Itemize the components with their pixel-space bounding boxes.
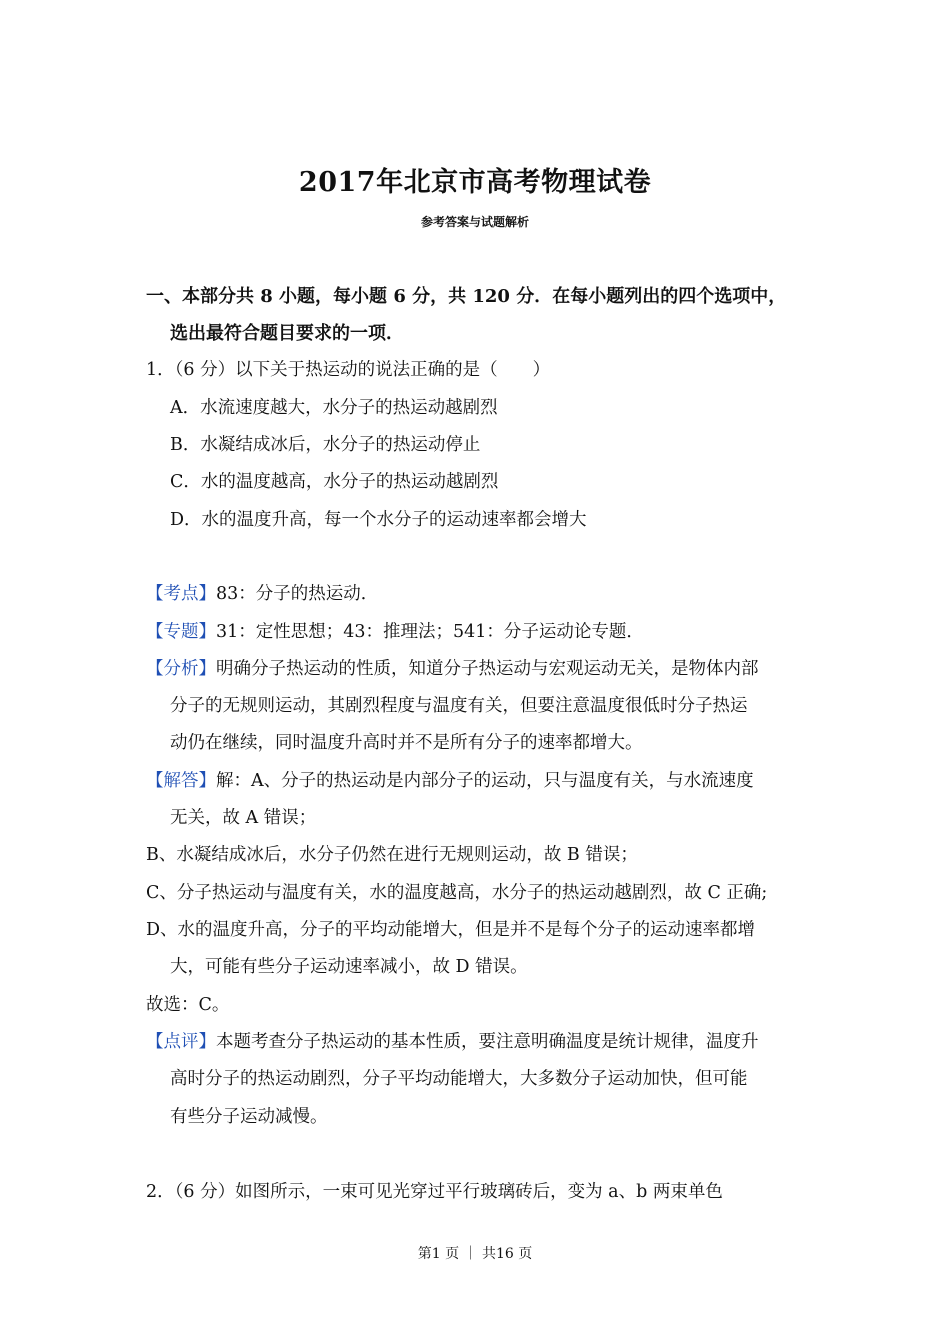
fenxi-text-1: 明确分子热运动的性质，知道分子热运动与宏观运动无关，是物体内部 <box>216 659 759 679</box>
zhuanti-text: 31：定性思想；43：推理法；541：分子运动论专题． <box>216 622 644 642</box>
dianping-line-1 <box>146 1030 759 1054</box>
zhuanti-line <box>146 620 644 644</box>
fenxi-line-2: 分子的无规则运动，其剧烈程度与温度有关，但要注意温度很低时分子热运 <box>170 696 748 716</box>
question-1-option-d: D．水的温度升高，每一个水分子的运动速率都会增大 <box>170 510 587 530</box>
dianping-tag: 【点评】 <box>146 1032 216 1052</box>
page-footer: 第1 页 ｜ 共16 页 <box>417 1246 533 1262</box>
jieda-line-1 <box>146 769 754 793</box>
jieda-option-d-line-2: 大，可能有些分子运动速率减小，故 D 错误。 <box>170 957 528 977</box>
jieda-option-b: B、水凝结成冰后，水分子仍然在进行无规则运动，故 B 错误； <box>146 845 638 865</box>
jieda-tag: 【解答】 <box>146 771 216 791</box>
fenxi-tag: 【分析】 <box>146 659 216 679</box>
question-1-stem: 1．（6 分）以下关于热运动的说法正确的是（ ） <box>146 360 551 380</box>
question-1-option-a: A．水流速度越大，水分子的热运动越剧烈 <box>170 398 498 418</box>
zhuanti-tag: 【专题】 <box>146 622 216 642</box>
question-1-option-c: C．水的温度越高，水分子的热运动越剧烈 <box>170 472 499 492</box>
fenxi-line-1 <box>146 657 759 681</box>
document-subtitle: 参考答案与试题解析 <box>420 215 529 229</box>
section-heading-line-1: 一、本部分共 8 小题，每小题 6 分，共 120 分．在每小题列出的四个选项中， <box>146 286 787 307</box>
kaodian-tag: 【考点】 <box>146 584 216 604</box>
question-1-option-b: B．水凝结成冰后，水分子的热运动停止 <box>170 435 481 455</box>
dianping-line-2: 高时分子的热运动剧烈，分子平均动能增大，大多数分子运动加快，但可能 <box>170 1069 748 1089</box>
document-title: 2017年北京市高考物理试卷 <box>298 167 652 198</box>
kaodian-line <box>146 582 378 606</box>
answer-line: 故选：C。 <box>146 995 230 1015</box>
jieda-option-d-line-1: D、水的温度升高，分子的平均动能增大，但是并不是每个分子的运动速率都增 <box>146 920 756 940</box>
question-2-stem: 2．（6 分）如图所示，一束可见光穿过平行玻璃砖后，变为 a、b 两束单色 <box>146 1182 723 1202</box>
jieda-text-1: 解：A、分子的热运动是内部分子的运动，只与温度有关，与水流速度 <box>216 771 754 791</box>
dianping-text-1: 本题考查分子热运动的基本性质，要注意明确温度是统计规律，温度升 <box>216 1032 759 1052</box>
jieda-option-c: C、分子热运动与温度有关，水的温度越高，水分子的热运动越剧烈，故 C 正确; <box>146 883 768 903</box>
jieda-line-2: 无关，故 A 错误； <box>170 808 317 828</box>
dianping-line-3: 有些分子运动减慢。 <box>170 1107 328 1127</box>
fenxi-line-3: 动仍在继续，同时温度升高时并不是所有分子的速率都增大。 <box>170 733 643 753</box>
kaodian-text: 83：分子的热运动． <box>216 584 379 604</box>
section-heading-line-2: 选出最符合题目要求的一项． <box>170 323 404 344</box>
